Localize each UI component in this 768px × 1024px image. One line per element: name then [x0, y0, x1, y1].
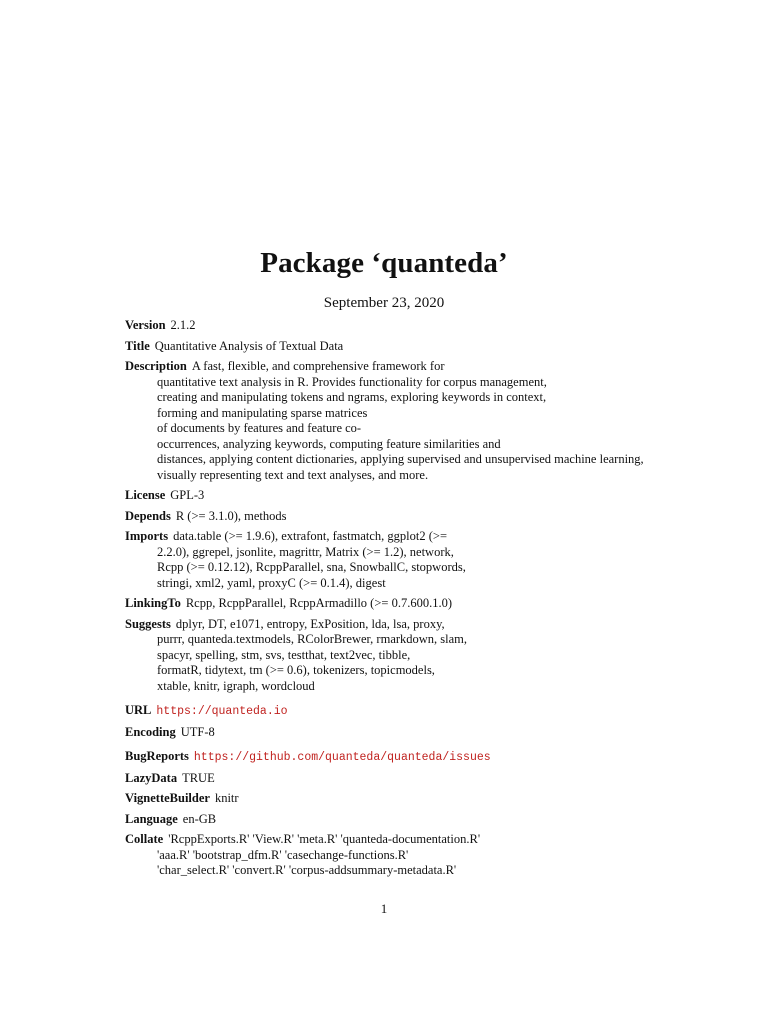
- field-line: data.table (>= 1.9.6), extrafont, fastmatch, ggplot2 (>=: [173, 529, 448, 543]
- field-line: xtable, knitr, igraph, wordcloud: [157, 678, 315, 693]
- field-key: URL: [125, 703, 152, 717]
- field-line: creating and manipulating tokens and ngrams, exploring keywords in context,: [157, 390, 547, 404]
- field-line: Rcpp (>= 0.12.12), RcppParallel, sna, SnowballC, stopwords,: [157, 560, 466, 574]
- field-value: knitr: [214, 791, 239, 805]
- field-lazydata: [125, 771, 665, 787]
- field-line: stringi, xml2, yaml, proxyC (>= 0.1.4), digest: [157, 575, 386, 590]
- field-line: spacyr, spelling, stm, svs, testthat, text2vec, tibble,: [157, 647, 411, 662]
- field-line: occurrences, analyzing keywords, computing feature similarities and: [157, 436, 501, 451]
- field-value: 2.1.2: [170, 318, 196, 332]
- page-title: Package ‘quanteda’: [260, 247, 508, 279]
- field-url: [125, 703, 665, 720]
- field-line: quantitative text analysis in R. Provides functionality for corpus management,: [157, 374, 547, 389]
- field-line: 'char_select.R' 'convert.R' 'corpus-addsummary-metadata.R': [157, 863, 457, 877]
- field-line: formatR, tidytext, tm (>= 0.6), tokenizers, topicmodels,: [157, 663, 435, 677]
- field-line: dplyr, DT, e1071, entropy, ExPosition, lda, lsa, proxy,: [175, 616, 445, 631]
- field-key: Imports: [125, 529, 169, 543]
- field-key: Language: [125, 811, 178, 826]
- field-key: Version: [125, 318, 166, 332]
- field-line: 'RcppExports.R' 'View.R' 'meta.R' 'quanteda-documentation.R': [168, 832, 481, 846]
- package-fields: [125, 318, 665, 884]
- field-line: visually representing text and text analyses, and more.: [157, 467, 429, 482]
- field-line: 2.2.0), ggrepel, jsonlite, magrittr, Matrix (>= 1.2), network,: [157, 544, 454, 559]
- field-key: Title: [125, 338, 150, 353]
- field-linkingto: [125, 596, 665, 612]
- url-link[interactable]: https://quanteda.io: [156, 705, 288, 718]
- field-line: 'aaa.R' 'bootstrap_dfm.R' 'casechange-functions.R': [157, 847, 409, 862]
- field-key: BugReports: [125, 749, 189, 763]
- bugreports-link[interactable]: https://github.com/quanteda/quanteda/issues: [193, 751, 491, 764]
- field-line: distances, applying content dictionaries, applying supervised and unsupervised machine learning,: [157, 452, 644, 466]
- field-encoding: [125, 725, 665, 741]
- field-key: VignetteBuilder: [125, 791, 210, 805]
- field-vignettebuilder: [125, 791, 665, 807]
- field-key: LinkingTo: [125, 596, 181, 610]
- field-value: R (>= 3.1.0), methods: [175, 508, 287, 523]
- field-key: Suggests: [125, 616, 171, 631]
- field-line: purrr, quanteda.textmodels, RColorBrewer, rmarkdown, slam,: [157, 632, 468, 646]
- field-imports: [125, 529, 665, 591]
- field-value: en-GB: [182, 811, 217, 826]
- field-key: Description: [125, 359, 187, 373]
- field-license: [125, 488, 665, 504]
- field-line: A fast, flexible, and comprehensive framework for: [191, 359, 445, 373]
- page-number: 1: [380, 901, 388, 916]
- field-suggests: [125, 617, 665, 695]
- field-bugreports: [125, 749, 665, 766]
- field-language: [125, 812, 665, 828]
- field-key: License: [125, 488, 166, 502]
- field-key: Encoding: [125, 724, 176, 739]
- field-value: UTF-8: [180, 724, 215, 739]
- field-value: TRUE: [182, 770, 215, 785]
- field-key: Depends: [125, 508, 171, 523]
- field-value: Rcpp, RcppParallel, RcppArmadillo (>= 0.7.600.1.0): [185, 596, 452, 610]
- field-value: Quantitative Analysis of Textual Data: [154, 338, 344, 353]
- field-depends: [125, 509, 665, 525]
- field-line: forming and manipulating sparse matrices: [157, 405, 368, 420]
- field-version: [125, 318, 665, 334]
- field-description: [125, 359, 665, 483]
- field-key: Collate: [125, 832, 164, 846]
- field-collate: [125, 832, 665, 879]
- field-value: GPL-3: [170, 488, 205, 502]
- publication-date: September 23, 2020: [323, 295, 445, 311]
- field-key: LazyData: [125, 770, 178, 785]
- field-line: of documents by features and feature co-: [157, 421, 362, 435]
- field-title: [125, 339, 665, 355]
